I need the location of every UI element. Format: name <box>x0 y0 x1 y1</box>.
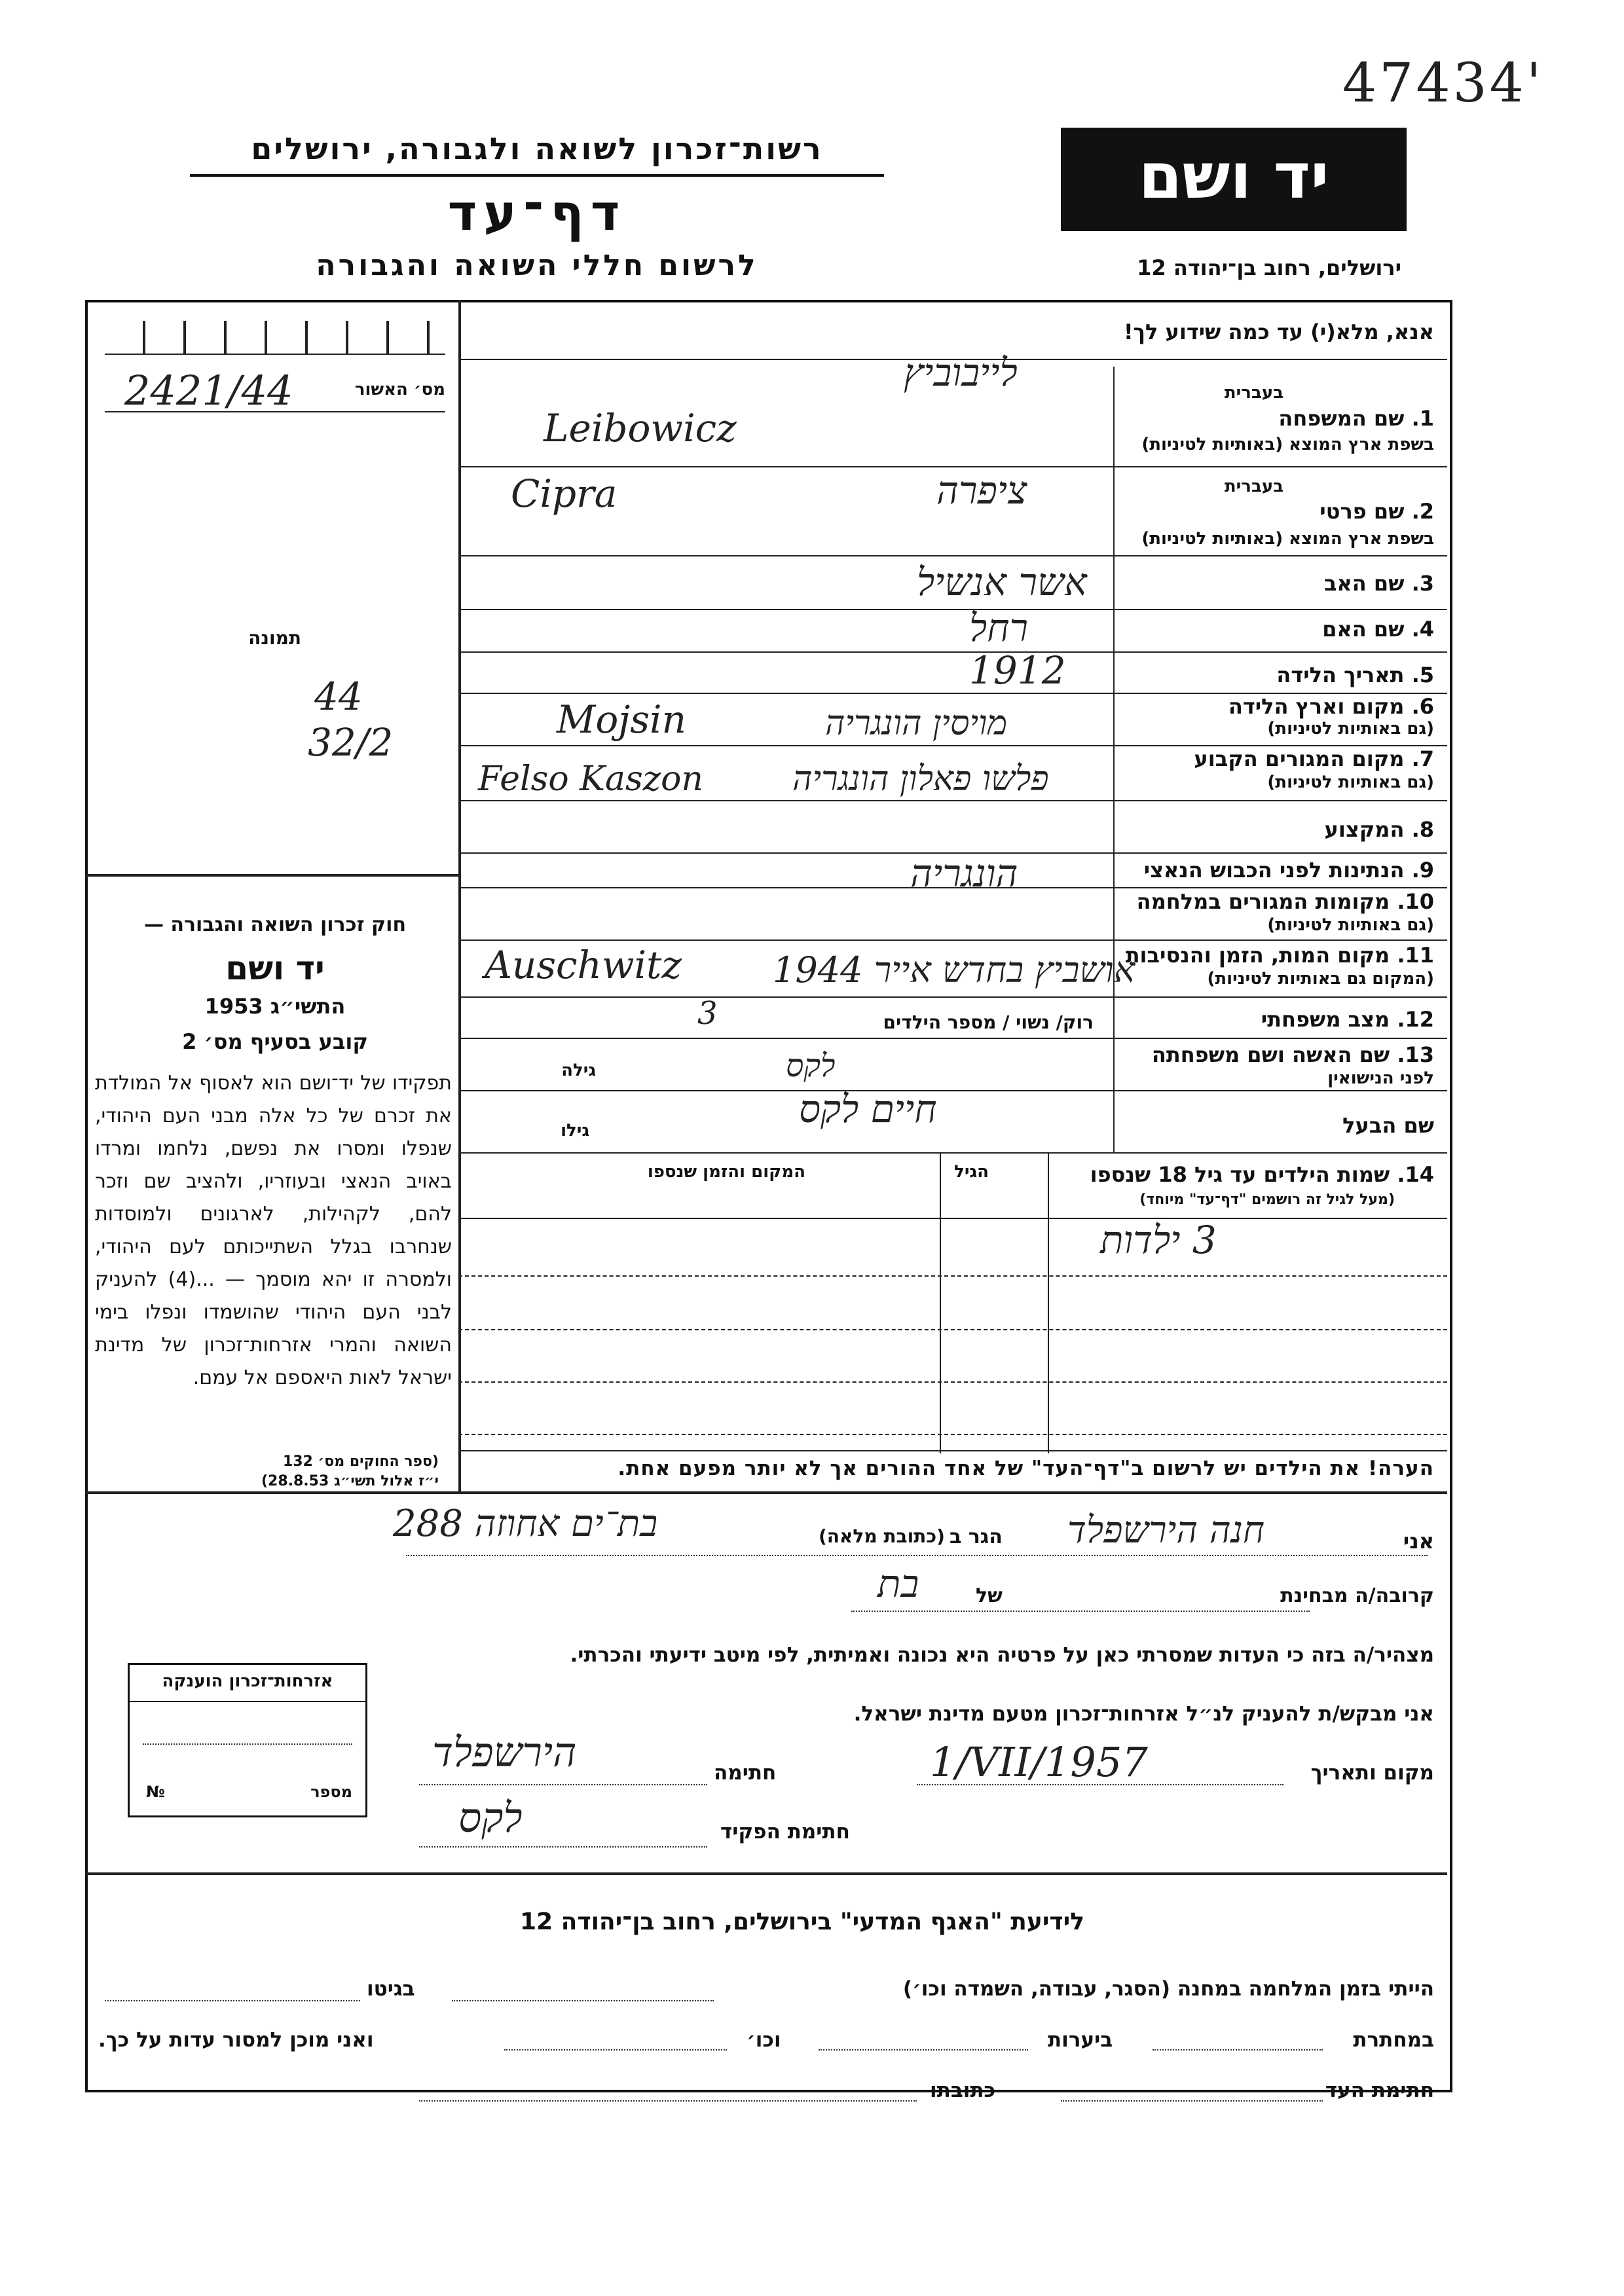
wife-age-label: גילה <box>561 1061 596 1080</box>
children-header-rule <box>458 1218 1447 1219</box>
cert-ticks <box>105 321 445 355</box>
cert-label: מס׳ האשור <box>354 380 445 399</box>
field-9-value-he: הונגריה <box>910 851 1018 896</box>
children-row-1 <box>458 1275 1447 1277</box>
children-entry: 3 ילדות <box>1100 1218 1217 1262</box>
address-label: כתובתו <box>930 2079 996 2102</box>
field-2-rule <box>458 555 1447 556</box>
field-2-value-he: ציפרה <box>936 468 1027 513</box>
declarant-prefix: אני <box>1403 1529 1434 1554</box>
field-12-rule <box>458 1038 1447 1039</box>
grant-no-label: № <box>146 1783 165 1801</box>
field-5-text: תאריך הלידה <box>1276 663 1405 687</box>
official-label: חתימת הפקיד <box>720 1820 850 1844</box>
witness-sig-fill <box>1061 2100 1323 2102</box>
field-9-label <box>1144 858 1434 883</box>
declaration-text: מצהיר/ה בזה כי העדות שמסרתי כאן על פרטיה היא נכונה ואמיתית, לפי מיטב ידיעתי והכרתי. <box>570 1643 1434 1667</box>
field-12-label <box>1261 1007 1434 1032</box>
field-11-value-latin: Auschwitz <box>485 943 682 987</box>
children-col-2 <box>1048 1152 1049 1453</box>
field-8-num: 8. <box>1411 817 1434 842</box>
note-line: הערה! את הילדים יש לרשום ב"דף־העד" של אחד ההורים אך לא יותר מפעם אחת. <box>618 1457 1434 1480</box>
field-3-num: 3. <box>1411 571 1434 596</box>
form-title: דף־עד <box>447 183 627 242</box>
field-4-value-he: רחל <box>969 606 1028 650</box>
field-1-hebrew-tag: בעברית <box>1224 383 1283 403</box>
info-line-1-fill <box>452 2000 714 2001</box>
grant-box <box>128 1663 367 1817</box>
logo-text: יד ושם <box>1138 139 1329 213</box>
field-12-text: מצב משפחתי <box>1261 1007 1390 1032</box>
field-10-num: 10. <box>1397 889 1434 914</box>
etc-fill <box>504 2049 727 2050</box>
law-footnote-2: י״ז אלול תשי״ג 28.8.53) <box>261 1473 439 1489</box>
logo <box>1061 128 1407 231</box>
law-box-top <box>85 874 458 877</box>
info-top-rule <box>85 1872 1447 1875</box>
field-9-num: 9. <box>1411 858 1434 883</box>
cert-rule <box>105 411 445 412</box>
label-column-divider <box>1113 367 1115 1152</box>
info-line-1: הייתי בזמן המלחמה במחנה (הסגר, עבודה, השמדה וכו׳) <box>902 1977 1434 2001</box>
request-line: אנא, מלא(י) עד כמה שידוע לך! <box>1123 319 1434 344</box>
forests-fill <box>819 2049 1028 2050</box>
field-7-value-he: פלשו פאלון הונגריה <box>792 759 1049 799</box>
place-date-label: מקום ותאריך <box>1310 1761 1434 1785</box>
children-sub: (מעל לגיל זה רושמים "דף־עד" מיוחד) <box>1139 1192 1395 1208</box>
field-11-label <box>1126 943 1434 968</box>
field-6-value-he: מויסין הונגריה <box>825 704 1008 743</box>
partisans-fill <box>1153 2049 1323 2050</box>
marital-options: רוק/ נשוי / מספר הילדים <box>883 1011 1094 1033</box>
field-9-text: הנתינות לפני הכבוש הנאצי <box>1143 858 1405 883</box>
field-9-rule <box>458 887 1447 888</box>
info-title: לידיעת "האגף המדעי" בירושלים, רחוב בן־יהודה 12 <box>520 1908 1084 1935</box>
of-label: של <box>976 1584 1003 1607</box>
grant-number-label: מספר <box>310 1783 352 1801</box>
field-13-label <box>1152 1042 1434 1067</box>
cert-number: 2421/44 <box>124 367 293 414</box>
children-row-2 <box>458 1329 1447 1330</box>
law-name: יד ושם <box>225 949 325 987</box>
field-10-sub: (גם באותיות לטיניות) <box>1267 915 1434 935</box>
field-2-num: 2. <box>1411 499 1434 524</box>
official-line <box>419 1846 707 1848</box>
children-row-3 <box>458 1381 1447 1383</box>
children-label <box>1090 1162 1434 1187</box>
forests-label: ביערות <box>1048 2028 1113 2052</box>
field-2-sub: בשפת ארץ המוצא (באותיות לטיניות) <box>1141 529 1434 549</box>
etc-label: וכו׳ <box>747 2028 781 2052</box>
official-signature: לקס <box>458 1794 523 1842</box>
field-1-label <box>1278 406 1434 431</box>
field-2-text: שם פרטי <box>1320 499 1405 524</box>
law-body: תפקידו של יד־ושם הוא לאסוף אל המולדת את זכרם של כל אלה מבני העם היהודי, שנפלו ומסרו את נפשם, נלחמו ומרדו באויב הנאצי ובעוזריו, ולהציב שם וזכר להם, לקהילות, לארגונים ולמוסדות שנחרבו בגלל השתייכותם לעם היהודי, ולמסרה זו יהא מוסמך — ...(4) להעניק לבני העם היהודי שהושמדו ונפלו בימי השואה והמרי אזרחות־זכרון של מדינת ישראל לאות היאספם אל עמם. <box>95 1072 452 1389</box>
field-7-num: 7. <box>1411 746 1434 771</box>
field-4-rule <box>458 651 1447 653</box>
law-title: חוק זכרון השואה והגבורה — <box>143 913 407 936</box>
field-3-text: שם האב <box>1323 571 1405 596</box>
partisans-label: במחתרת <box>1353 2028 1434 2052</box>
form-subtitle: לרשום חללי השואה והגבורה <box>316 249 758 282</box>
relation-line <box>851 1611 1310 1612</box>
photo-note-1: 44 <box>314 674 363 719</box>
photo-label: תמונה <box>248 627 301 649</box>
children-place-header: המקום והזמן שנספו <box>647 1162 805 1182</box>
address-fill <box>419 2100 917 2102</box>
grant-title: אזרחות־זכרון הוענקה <box>162 1671 333 1691</box>
field-5-value-he: 1912 <box>969 648 1066 693</box>
relation-label: קרובה/ה מבחינת <box>1280 1584 1434 1607</box>
photo-note-2: 32/2 <box>308 720 394 765</box>
children-text: שמות הילדים עד גיל 18 שנספו <box>1090 1162 1390 1187</box>
authority-title: רשות־זכרון לשואה ולגבורה, ירושלים <box>190 131 884 177</box>
law-year: התשי״ג 1953 <box>204 994 346 1019</box>
note-bottom-rule <box>85 1491 1447 1494</box>
field-7-label <box>1194 746 1434 771</box>
field-13-sub: לפני הנישואין <box>1327 1068 1434 1088</box>
note-top-rule <box>458 1450 1447 1451</box>
field-3-label <box>1324 571 1434 596</box>
signature-label: חתימה <box>714 1761 777 1785</box>
field-6-label <box>1228 694 1434 719</box>
field-1-text: שם המשפחה <box>1278 406 1405 431</box>
field-5-label <box>1276 663 1434 687</box>
field-1-rule <box>458 466 1447 467</box>
field-7-value-latin: Felso Kaszon <box>478 759 703 799</box>
field-2-label <box>1320 499 1434 524</box>
field-11-text: מקום המות, הזמן והנסיבות <box>1125 943 1390 968</box>
field-13-num: 13. <box>1397 1042 1434 1067</box>
field-11-rule <box>458 996 1447 998</box>
field-4-text: שם האם <box>1322 617 1405 642</box>
field-1-value-he: לייבוביץ <box>904 350 1018 395</box>
field-6-value-latin: Mojsin <box>557 697 686 742</box>
field-7-text: מקום המגורים הקבוע <box>1194 746 1405 771</box>
law-clause: קובע בסעיף מס׳ 2 <box>182 1029 368 1054</box>
children-age-header: הגיל <box>954 1162 989 1182</box>
law-footnote-1: (ספר החוקים מס׳ 132 <box>282 1453 439 1470</box>
husband-rule <box>458 1152 1447 1154</box>
field-1-sub: בשפת ארץ המוצא (באותיות לטיניות) <box>1141 435 1434 454</box>
residing-label: הגר ב <box>950 1525 1003 1548</box>
signature-value: הירשפלד <box>432 1728 577 1776</box>
field-6-text: מקום וארץ הלידה <box>1228 694 1405 719</box>
field-4-num: 4. <box>1411 617 1434 642</box>
children-col-1 <box>940 1152 941 1453</box>
marital-children: 3 <box>697 995 718 1032</box>
field-11-value-he: אושביץ בחדש אייר 1944 <box>773 949 1135 991</box>
declarant-line <box>406 1555 1428 1556</box>
header-address: ירושלים, רחוב בן־יהודה 12 <box>1137 255 1401 280</box>
field-13-text: שם האשה ושם משפחתה <box>1151 1042 1390 1067</box>
field-2-hebrew-tag: בעברית <box>1224 477 1283 496</box>
field-3-rule <box>458 609 1447 610</box>
declarant-name: חנה הירשפלד <box>1067 1509 1265 1552</box>
field-6-sub: (גם באותיות לטיניות) <box>1267 719 1434 738</box>
field-7-sub: (גם באותיות לטיניות) <box>1267 773 1434 792</box>
field-7-rule <box>458 800 1447 801</box>
field-10-rule <box>458 939 1447 941</box>
field-1-num: 1. <box>1411 406 1434 431</box>
husband-age-label: גילו <box>561 1121 589 1140</box>
left-column-divider <box>458 300 461 1491</box>
declarant-address: בת־ים אחוזה 288 <box>393 1503 658 1545</box>
field-10-label <box>1137 889 1434 914</box>
witness-sig-label: חתימת העד <box>1325 2079 1434 2102</box>
husband-label: שם הבעל <box>1342 1113 1434 1138</box>
field-8-label <box>1325 817 1434 842</box>
signature-line <box>419 1784 707 1785</box>
ghetto-label: בגיטו <box>367 1977 415 2001</box>
field-6-num: 6. <box>1411 694 1434 719</box>
children-row-4 <box>458 1434 1447 1435</box>
field-10-text: מקומות המגורים במלחמה <box>1136 889 1390 914</box>
field-1-value-latin: Leibowicz <box>544 406 737 450</box>
field-12-num: 12. <box>1397 1007 1434 1032</box>
ghetto-fill <box>105 2000 360 2001</box>
place-date-value: 1/VII/1957 <box>930 1738 1148 1786</box>
husband-age: לקס <box>786 1048 836 1084</box>
request-text: אני מבקש/ת להעניק לנ״ל אזרחות־זכרון מטעם מדינת ישראל. <box>853 1702 1434 1726</box>
full-address-label: (כתובת מלאה) <box>819 1525 945 1547</box>
field-5-num: 5. <box>1411 663 1434 687</box>
place-date-line <box>917 1784 1283 1785</box>
field-13-rule <box>458 1090 1447 1091</box>
field-4-label <box>1322 617 1434 642</box>
relation-value: בת <box>877 1561 919 1606</box>
ready-label: ואני מוכן למסור עדות על כך. <box>98 2028 374 2052</box>
archive-number: 47434' <box>1342 52 1544 115</box>
children-num: 14. <box>1397 1162 1434 1187</box>
field-2-value-latin: Cipra <box>511 471 618 516</box>
field-8-text: המקצוע <box>1324 817 1405 842</box>
field-11-sub: (המקום גם באותיות לטיניות) <box>1207 969 1434 989</box>
field-3-value-he: אשר אנשיל <box>917 560 1087 604</box>
field-11-num: 11. <box>1397 943 1434 968</box>
husband-name: חיים לקס <box>799 1087 937 1131</box>
